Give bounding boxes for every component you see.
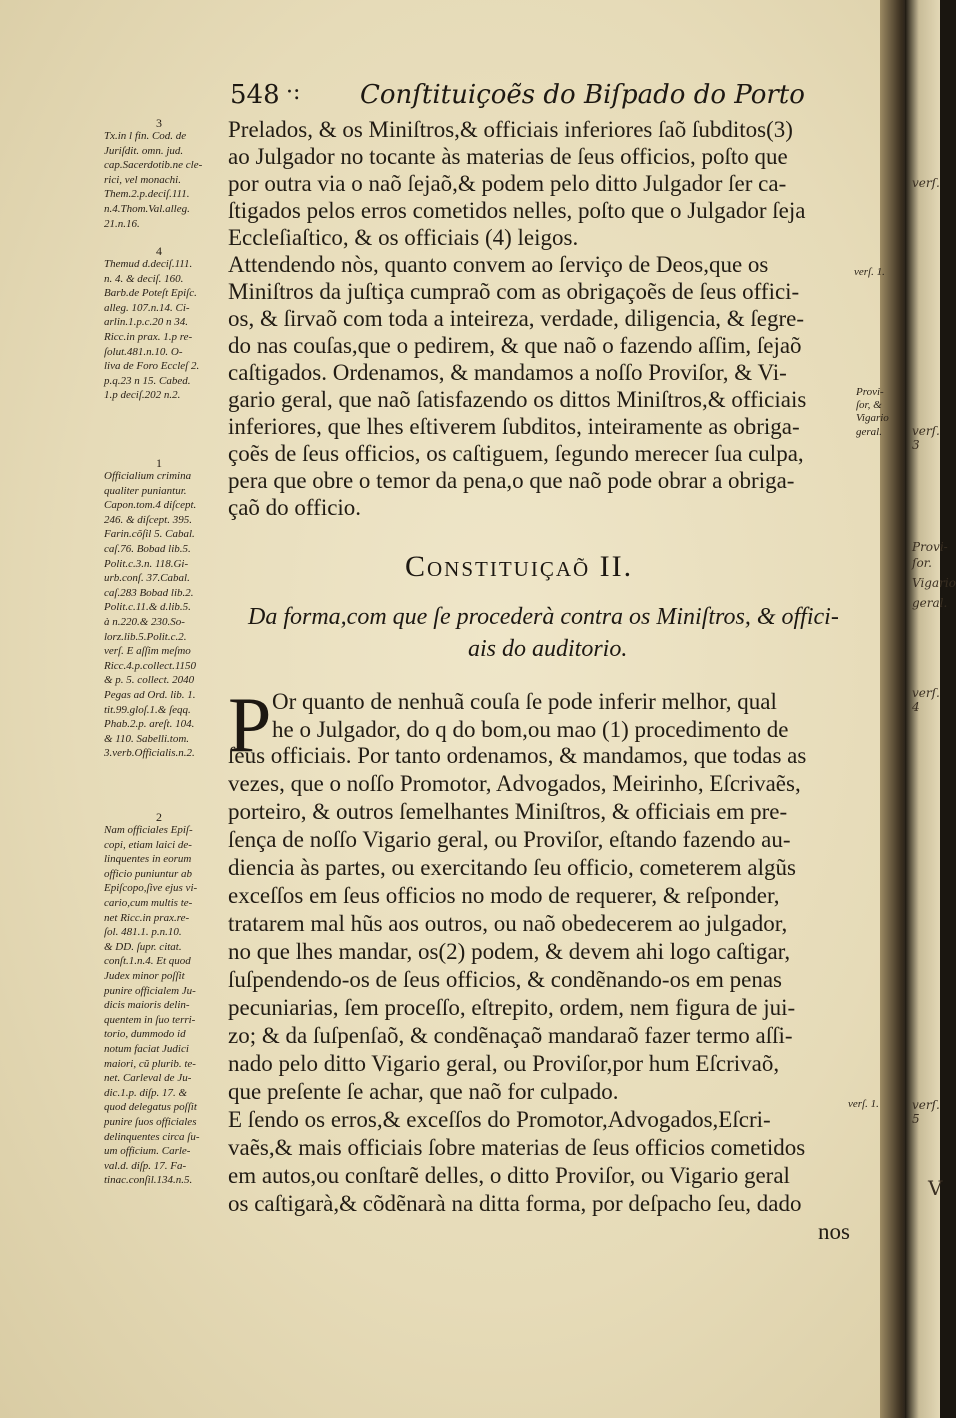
right-note-geral: geral.	[856, 426, 882, 438]
body-line: E ſendo os erros,& exceſſos do Promotor,Advogados,Eſcri-	[228, 1107, 771, 1132]
body-line: pera que obre o temor da pena,o que naõ pode obrar a obriga-	[228, 468, 795, 493]
margin-note-line: à n.220.& 230.So-	[104, 616, 185, 628]
body-line: Miniſtros da juſtiça cumpraõ com as obrigaçoẽs de ſeus offici-	[228, 279, 800, 304]
drop-cap: P	[228, 681, 272, 768]
margin-note-line: cap.Sacerdotib.ne cle-	[104, 159, 203, 172]
margin-note-number: 1	[156, 456, 162, 470]
margin-note-line: Themud d.deciſ.111.	[104, 258, 193, 270]
margin-note-line: verſ. E aſſim meſmo	[104, 645, 191, 658]
margin-note-line: punire officialem Ju-	[104, 984, 196, 997]
margin-note-line: cario,cum multis te-	[104, 897, 193, 909]
body-line: vaẽs,& mais officiais ſobre materias de ſeus officios cometidos	[228, 1135, 806, 1160]
body-line: em autos,ou conſtarẽ delles, o ditto Proviſor, ou Vigario geral	[228, 1163, 790, 1188]
right-note-provi: Provi-	[856, 386, 884, 398]
body-line: vezes, que o noſſo Promotor, Advogados, Meirinho, Eſcrivaẽs,	[228, 771, 801, 796]
margin-note-number: 4	[156, 244, 162, 258]
margin-note-line: 21.n.16.	[104, 217, 140, 230]
margin-note-line: net. Carleval de Ju-	[104, 1072, 192, 1085]
margin-note-line: Capon.tom.4 diſcept.	[104, 499, 197, 512]
body-line: ſença de noſſo Vigario geral, ou Proviſor, eſtando fazendo au-	[228, 827, 791, 852]
facing-page-fragment: Vigario	[912, 576, 956, 590]
margin-note-line: maiori, cũ plurib. te-	[104, 1057, 196, 1070]
body-line: os caſtigarà,& cõdẽnarà na ditta forma, por deſpacho ſeu, dado	[228, 1191, 802, 1216]
facing-page-fragment: V	[928, 1176, 943, 1200]
margin-note-line: um officium. Carle-	[104, 1145, 191, 1158]
margin-note-line: ſol. 481.1. p.n.10.	[104, 926, 182, 939]
body-line: çaõ do officio.	[228, 495, 362, 520]
body-line: caſtigados. Ordenamos, & mandamos a noſſo Proviſor, & Vi-	[228, 360, 787, 385]
margin-note-line: delinquentes circa ſu-	[104, 1130, 200, 1143]
body-line: exceſſos em ſeus officios no modo de requerer, & reſponder,	[228, 883, 780, 908]
margin-note-line: Barb.de Poteſt Epiſc.	[104, 287, 197, 300]
body-line: por outra via o naõ ſejaõ,& podem pelo ditto Julgador ſer ca-	[228, 171, 787, 196]
body-line: Or quanto de nenhuã couſa ſe pode inferir melhor, qual	[272, 689, 777, 714]
page-header	[228, 78, 848, 114]
margin-note-line: Farin.cõſil 5. Cabal.	[104, 528, 195, 541]
margin-note-line: quentem in ſuo terri-	[104, 1013, 196, 1026]
margin-note-line: quod delegatus poſſit	[104, 1101, 197, 1114]
section-subtitle-line-1: Da forma,com que ſe procederà contra os Miniſtros, & offici-	[248, 604, 839, 630]
body-line: no que lhes mandar, os(2) podem, & devem ahi logo caſtigar,	[228, 939, 791, 964]
margin-note-line: alleg. 107.n.14. Ci-	[104, 301, 190, 314]
body-line: nos	[818, 1219, 850, 1244]
margin-note-line: 3.verb.Officialis.n.2.	[104, 747, 195, 760]
margin-note-line: Pegas ad Ord. lib. 1.	[104, 689, 196, 701]
right-note-verf-1: verſ. 1.	[854, 266, 885, 278]
body-line: Attendendo nòs, quanto convem ao ſerviço de Deos,que os	[228, 252, 769, 277]
facing-page-fragment: verſ. 4	[912, 686, 940, 714]
page-number: 548	[230, 80, 280, 110]
body-line: gario geral, que naõ ſatisfazendo os dittos Miniſtros,& officiais	[228, 387, 807, 412]
body-line: os, & ſirvaõ com toda a inteireza, verdade, diligencia, & ſegre-	[228, 306, 805, 331]
margin-note-line: officio puniuntur ab	[104, 867, 192, 880]
margin-note-line: Ricc.in prax. 1.p re-	[104, 331, 193, 343]
facing-page-fragment: verſ. 3	[912, 424, 940, 452]
margin-note-line: Phab.2.p. areſt. 104.	[104, 718, 195, 731]
body-line: he o Julgador, do q do bom,ou mao (1) procedimento de	[272, 717, 789, 742]
body-line: porteiro, & outros ſemelhantes Miniſtros, & officiais em pre-	[228, 799, 788, 824]
body-line: que preſente ſe achar, que naõ for culpado.	[228, 1079, 619, 1104]
margin-note-number: 2	[156, 810, 162, 824]
margin-note-line: Epiſcopo,ſive ejus vi-	[104, 882, 198, 895]
section-subtitle-line-2: ais do auditorio.	[468, 636, 628, 662]
body-line: tratarem mal hũs aos outros, ou naõ obedecerem ao julgador,	[228, 911, 788, 936]
margin-note-line: n.4.Thom.Val.alleg.	[104, 203, 190, 215]
margin-note-line: val.d. diſp. 17. Fa-	[104, 1159, 187, 1172]
margin-note-line: caſ.283 Bobad lib.2.	[104, 586, 194, 599]
body-line: pecuniarias, ſem proceſſo, eſtrepito, ordem, nem figura de jui-	[228, 995, 796, 1020]
margin-note-line: Juriſdit. omn. jud.	[104, 144, 184, 157]
margin-note-line: linquentes in eorum	[104, 853, 192, 866]
margin-note-line: qualiter puniantur.	[104, 484, 187, 497]
facing-page-fragment: ſor.	[912, 556, 932, 570]
body-line: Prelados, & os Miniſtros,& officiais inferiores ſaõ ſubditos(3)	[228, 117, 793, 142]
margin-note-line: Officialium crimina	[104, 470, 192, 482]
body-line: nado pelo ditto Vigario geral, ou Proviſor,por hum Eſcrivaõ,	[228, 1051, 780, 1076]
margin-note-line: 246. & diſcept. 395.	[104, 513, 192, 526]
margin-note-line: copi, etiam laici de-	[104, 838, 192, 851]
margin-note-line: n. 4. & deciſ. 160.	[104, 272, 184, 285]
body-line: çoẽs de ſeus officios, os caſtiguem, ſegundo merecer ſua culpa,	[228, 441, 804, 466]
margin-note-number: 3	[156, 116, 162, 130]
body-line: inferiores, que lhes eſtiverem ſubditos, inteiramente as obriga-	[228, 414, 800, 439]
margin-note-line: Polit.c.3.n. 118.Gi-	[104, 557, 189, 570]
body-line: do nas couſas,que o pedirem, & que naõ o fazendo aſſim, ſejaõ	[228, 333, 802, 358]
margin-note-line: Tx.in l fin. Cod. de	[104, 130, 187, 142]
margin-note-line: ſolut.481.n.10. O-	[104, 345, 183, 358]
margin-note-line: Ricc.4.p.collect.1150	[104, 659, 197, 672]
margin-note-line: & 110. Sabelli.tom.	[104, 732, 190, 745]
body-line: zo; & da ſuſpenſaõ, & condẽnaçaõ mandaraõ fazer termo aſſi-	[228, 1023, 793, 1048]
margin-note-line: & p. 5. collect. 2040	[104, 674, 195, 687]
facing-page-fragment: verſ. 5	[912, 1098, 940, 1126]
margin-note-line: caſ.76. Bobad lib.5.	[104, 543, 191, 555]
margin-note-line: conſt.1.n.4. Et quod	[104, 955, 191, 968]
right-note-vigario: Vigario	[856, 412, 889, 424]
margin-note-line: liva de Foro Eccleſ 2.	[104, 360, 200, 373]
margin-note-line: Them.2.p.deciſ.111.	[104, 188, 190, 201]
running-title: Conſtituiçoẽs do Biſpado do Porto	[360, 80, 805, 110]
body-line: ſtigados pelos erros cometidos nelles, poſto que o Julgador ſeja	[228, 198, 806, 223]
margin-note-line: 1.p deciſ.202 n.2.	[104, 389, 181, 402]
margin-note-line: tit.99.gloſ.1.& ſeqq.	[104, 703, 191, 716]
margin-note-line: notum faciat Judici	[104, 1043, 189, 1055]
body-line: diencia às partes, ou exercitando ſeu officio, cometerem algũs	[228, 855, 796, 880]
section-title: Constituiçaõ II.	[405, 550, 634, 583]
margin-note-line: Judex minor poſſit	[104, 970, 185, 982]
margin-note-line: urb.conſ. 37.Cabal.	[104, 572, 190, 585]
margin-note-line: p.q.23 n 15. Cabed.	[104, 374, 191, 387]
body-line: ſeus officiais. Por tanto ordenamos, & mandamos, que todas as	[228, 743, 807, 768]
margin-note-line: net Ricc.in prax.re-	[104, 911, 190, 924]
body-line: ao Julgador no tocante às materias de ſeus officios, poſto que	[228, 144, 788, 169]
margin-note-line: Polit.c.11.& d.lib.5.	[104, 601, 191, 614]
margin-note-line: dicis maioris delin-	[104, 999, 190, 1012]
margin-note-line: arlin.1.p.c.20 n 34.	[104, 316, 189, 329]
facing-page-fragment: Provi-	[912, 540, 948, 554]
body-line: Eccleſiaſtico, & os officiais (4) leigos.	[228, 225, 579, 250]
right-note-for: ſor, &	[856, 399, 882, 411]
body-line: ſuſpendendo-os de ſeus officios, & condẽnando-os em penas	[228, 967, 782, 992]
margin-note-line: lorz.lib.5.Polit.c.2.	[104, 630, 187, 643]
margin-note-line: torio, dummodo id	[104, 1028, 186, 1041]
facing-page-fragment: verſ.	[912, 176, 940, 190]
margin-note-line: punire ſuos officiales	[104, 1116, 197, 1128]
facing-page-fragment: geral.	[912, 596, 948, 610]
margin-note-line: Nam officiales Epiſ-	[104, 824, 193, 836]
margin-note-line: tinac.conſil.134.n.5.	[104, 1174, 193, 1187]
page-mark: ·:	[286, 80, 301, 105]
margin-note-line: & DD. ſupr. citat.	[104, 940, 182, 953]
margin-note-line: dic.1.p. diſp. 17. &	[104, 1086, 188, 1099]
right-note-verf-1b: verſ. 1.	[848, 1098, 879, 1110]
margin-note-line: rici, vel monachi.	[104, 173, 181, 186]
